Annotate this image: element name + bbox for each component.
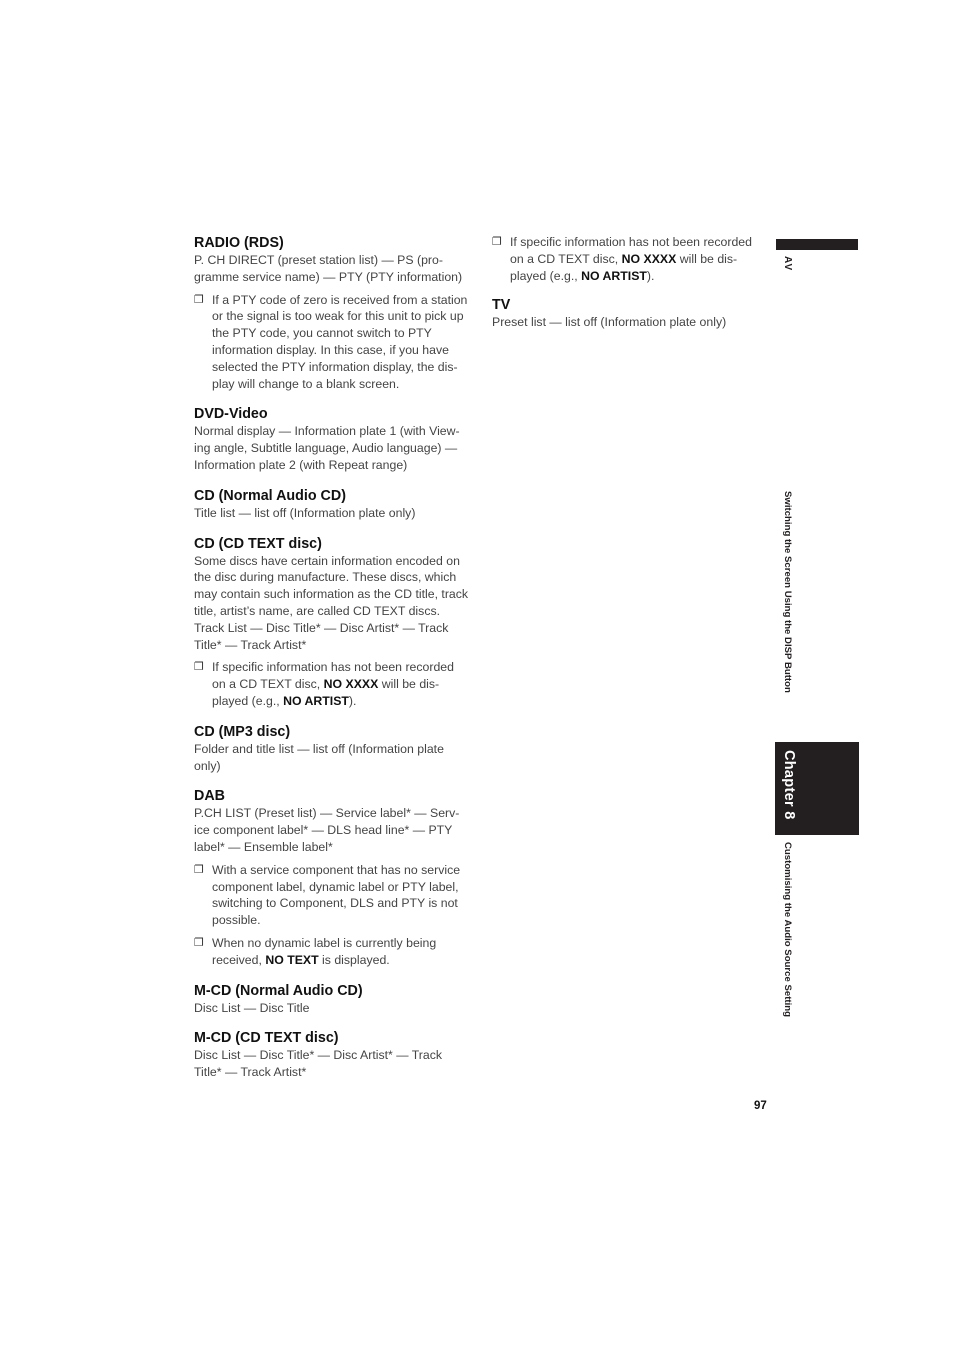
section-text: Disc List — Disc Title* — Disc Artist* — Track Title* — Track Artist*: [194, 1048, 443, 1080]
note-text-pre: If specific information has not been recorded on a CD TEXT disc,: [212, 660, 454, 692]
section-tv: [492, 296, 764, 331]
note-text-post: ).: [646, 268, 655, 283]
note-text: With a service component that has no service component label, dynamic label or PTY label, switching to Component, DLS and PTY is not possible.: [212, 862, 461, 928]
section-heading: DAB: [194, 788, 225, 805]
section-text: Some discs have certain information encoded on the disc during manufacture. These discs, which may contain such information as the CD title, track title, artist’s name, are called CD TEXT discs.: [194, 553, 469, 618]
sidebar-switching-label: Switching the Screen Using the DISP Button: [782, 491, 793, 693]
chapter-label: Chapter 8: [781, 750, 797, 820]
section-dvd-video: [194, 405, 470, 473]
section-text: Disc List — Disc Title: [194, 1000, 310, 1015]
note-box-icon: ❐: [194, 293, 204, 306]
note: [492, 234, 764, 284]
left-column: [194, 234, 470, 1094]
section-heading: CD (MP3 disc): [194, 723, 291, 740]
section-text: P.CH LIST (Preset list) — Service label* — Serv-ice component label* — DLS head line* — PTY label* — Ensemble label*: [194, 806, 460, 854]
section-heading: TV: [492, 297, 511, 314]
section-cd-text: [194, 535, 470, 710]
section-heading: DVD-Video: [194, 406, 268, 423]
section-heading: CD (Normal Audio CD): [194, 487, 346, 504]
section-mcd-normal: [194, 982, 470, 1017]
section-cd-mp3: [194, 723, 470, 775]
section-text: P. CH DIRECT (preset station list) — PS (pro-gramme service name) — PTY (PTY information): [194, 253, 463, 284]
section-radio-rds: [194, 234, 470, 392]
note-bold: NO XXXX: [621, 251, 677, 266]
section-mcd-text: [194, 1029, 470, 1081]
section-text-secondary: Track List — Disc Title* — Disc Artist* — Track Title* — Track Artist*: [194, 620, 449, 652]
note-box-icon: ❐: [492, 236, 502, 248]
section-text: Folder and title list — list off (Information plate only): [194, 741, 444, 773]
note-box-icon: ❐: [194, 661, 204, 674]
section-cd-normal: [194, 487, 470, 522]
note-bold: NO XXXX: [323, 677, 379, 692]
note-box-icon: ❐: [194, 863, 204, 876]
note-text: If a PTY code of zero is received from a station or the signal is too weak for this unit to pick up the PTY code, you cannot switch to PTY information display. In this case, if you have selected the PTY information display, the dis-play will change to a blank screen.: [212, 292, 468, 391]
sidebar-av-label: AV: [782, 256, 793, 272]
page-number: 97: [754, 1100, 767, 1112]
right-column: [492, 234, 764, 344]
note-text-mid: will be dis-played (e.g.,: [510, 251, 738, 283]
section-text: Preset list — list off (Information plate only): [492, 315, 727, 330]
note: [194, 659, 470, 709]
note: [194, 935, 470, 969]
note-text-post: is displayed.: [318, 952, 390, 967]
note-bold: NO TEXT: [265, 952, 319, 967]
section-dab: [194, 787, 470, 968]
note: [194, 292, 470, 393]
sidebar-customising-label: Customising the Audio Source Setting: [782, 842, 793, 1018]
note-text-pre: When no dynamic label is currently being received,: [212, 935, 437, 967]
section-heading: CD (CD TEXT disc): [194, 535, 322, 552]
note-text-post: ).: [348, 693, 357, 708]
note-box-icon: ❐: [194, 936, 204, 949]
section-heading: M-CD (Normal Audio CD): [194, 982, 363, 999]
section-heading: RADIO (RDS): [194, 235, 284, 251]
section-heading: M-CD (CD TEXT disc): [194, 1030, 339, 1047]
section-text: Title list — list off (Information plate only): [194, 505, 416, 520]
top-black-bar: [776, 239, 858, 250]
note-text-mid: will be dis-played (e.g.,: [212, 677, 440, 708]
note-bold: NO ARTIST: [581, 268, 647, 283]
note-bold: NO ARTIST: [283, 693, 349, 708]
note-text-pre: If specific information has not been recorded on a CD TEXT disc,: [510, 235, 752, 266]
note: [194, 862, 470, 929]
section-text: Normal display — Information plate 1 (with View-ing angle, Subtitle language, Audio language) — Information plate 2 (with Repeat range): [194, 424, 460, 472]
